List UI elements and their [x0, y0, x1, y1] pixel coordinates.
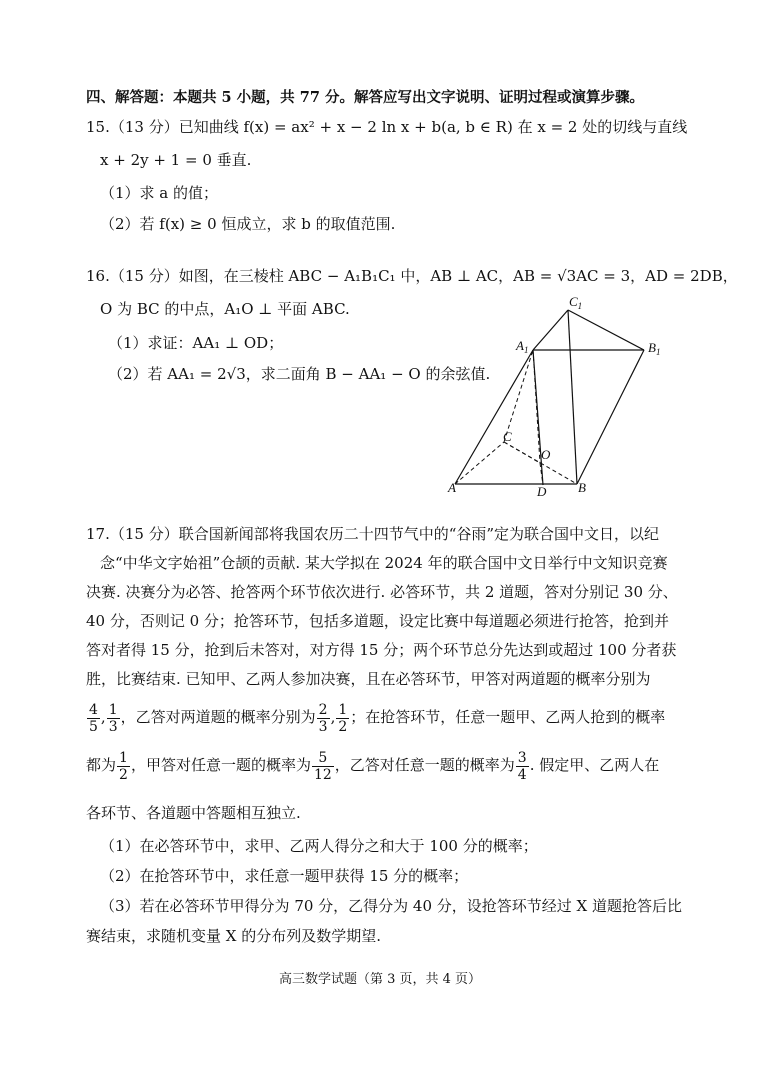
- fraction-5-12: $\frac{5}{12}$: [313, 749, 332, 783]
- q15-part2: （2）若 f(x) ≥ 0 恒成立，求 b 的取值范围.: [100, 215, 396, 233]
- fraction-4-5: $\frac{4}{5}$: [89, 701, 98, 735]
- fraction-1-3: $\frac{1}{3}$: [108, 701, 118, 735]
- label-A1: $A_1$: [516, 338, 529, 355]
- q17-line4: 40 分，否则记 0 分；抢答环节，包括多道题，设定比赛中每道题必须进行抢答，抢到并: [86, 612, 669, 630]
- label-C1: $C_1$: [569, 294, 583, 311]
- label-C: C: [503, 429, 512, 444]
- q15-part1: （1）求 a 的值；: [100, 184, 219, 202]
- label-O: O: [541, 447, 551, 462]
- label-B1: $B_1$: [648, 340, 661, 357]
- fraction-3-4: $\frac{3}{4}$: [517, 749, 527, 783]
- q15-line1: 15.（13 分）已知曲线 f(x) = ax² + x − 2 ln x + b(a, b ∈ R) 在 x = 2 处的切线与直线: [86, 118, 688, 136]
- q15-line2: x + 2y + 1 = 0 垂直.: [100, 151, 252, 169]
- prism-figure: [440, 292, 680, 500]
- q17-line3: 决赛. 决赛分为必答、抢答两个环节依次进行. 必答环节，共 2 道题，答对分别记 30 分、: [86, 583, 678, 601]
- q17-line2: 念“中华文字始祖”仓颉的贡献. 某大学拟在 2024 年的联合国中文日举行中文知识竞赛: [100, 554, 668, 572]
- section-heading: 四、解答题：本题共 5 小题，共 77 分。解答应写出文字说明、证明过程或演算步骤。: [86, 89, 644, 106]
- q17-line10: 赛结束，求随机变量 X 的分布列及数学期望.: [86, 927, 381, 945]
- q17-line8: 都为 $\frac{1}{2}$ ，甲答对任意一题的概率为 $\frac{5}{12}$ ，乙答对任意一题的概率为 $\frac{3}{4}$ . 假定甲、乙两人在: [86, 749, 660, 783]
- q17-part1: （1）在必答环节中，求甲、乙两人得分之和大于 100 分的概率；: [100, 837, 538, 855]
- q17-line5: 答对者得 15 分，抢到后未答对，对方得 15 分；两个环节总分先达到或超过 100 分者获: [86, 641, 677, 659]
- q16-part1: （1）求证：AA₁ ⊥ OD；: [108, 334, 284, 352]
- page-footer: 高三数学试题（第 3 页，共 4 页）: [278, 972, 482, 987]
- fraction-1-2-b: $\frac{1}{2}$: [119, 749, 128, 783]
- q17-line9: 各环节、各道题中答题相互独立.: [86, 804, 301, 822]
- fraction-1-2: $\frac{1}{2}$: [338, 701, 348, 735]
- fraction-2-3: $\frac{2}{3}$: [318, 701, 328, 735]
- q16-line2: O 为 BC 的中点，A₁O ⊥ 平面 ABC.: [100, 300, 350, 318]
- q17-part3: （3）若在必答环节甲得分为 70 分，乙得分为 40 分，设抢答环节经过 X 道题抢答后比: [100, 897, 683, 915]
- q16-line1: 16.（15 分）如图，在三棱柱 ABC − A₁B₁C₁ 中，AB ⊥ AC，AB = √3AC = 3，AD = 2DB，: [86, 267, 738, 285]
- q17-line7: $\frac{4}{5}$ , $\frac{1}{3}$ ，乙答对两道题的概率分别为 $\frac{2}{3}$ , $\frac{1}{2}$ ；在抢答环节，任意一题甲、乙两人抢到的概率: [89, 701, 666, 735]
- q16-part2: （2）若 AA₁ = 2√3，求二面角 B − AA₁ − O 的余弦值.: [108, 365, 491, 383]
- q17-line6: 胜，比赛结束. 已知甲、乙两人参加决赛，且在必答环节，甲答对两道题的概率分别为: [86, 670, 651, 688]
- q17-part2: （2）在抢答环节中，求任意一题甲获得 15 分的概率；: [100, 867, 469, 885]
- label-B: B: [578, 480, 586, 495]
- label-A: A: [448, 480, 456, 495]
- q17-line1: 17.（15 分）联合国新闻部将我国农历二十四节气中的“谷雨”定为联合国中文日，以纪: [86, 525, 660, 543]
- label-D: D: [537, 484, 547, 499]
